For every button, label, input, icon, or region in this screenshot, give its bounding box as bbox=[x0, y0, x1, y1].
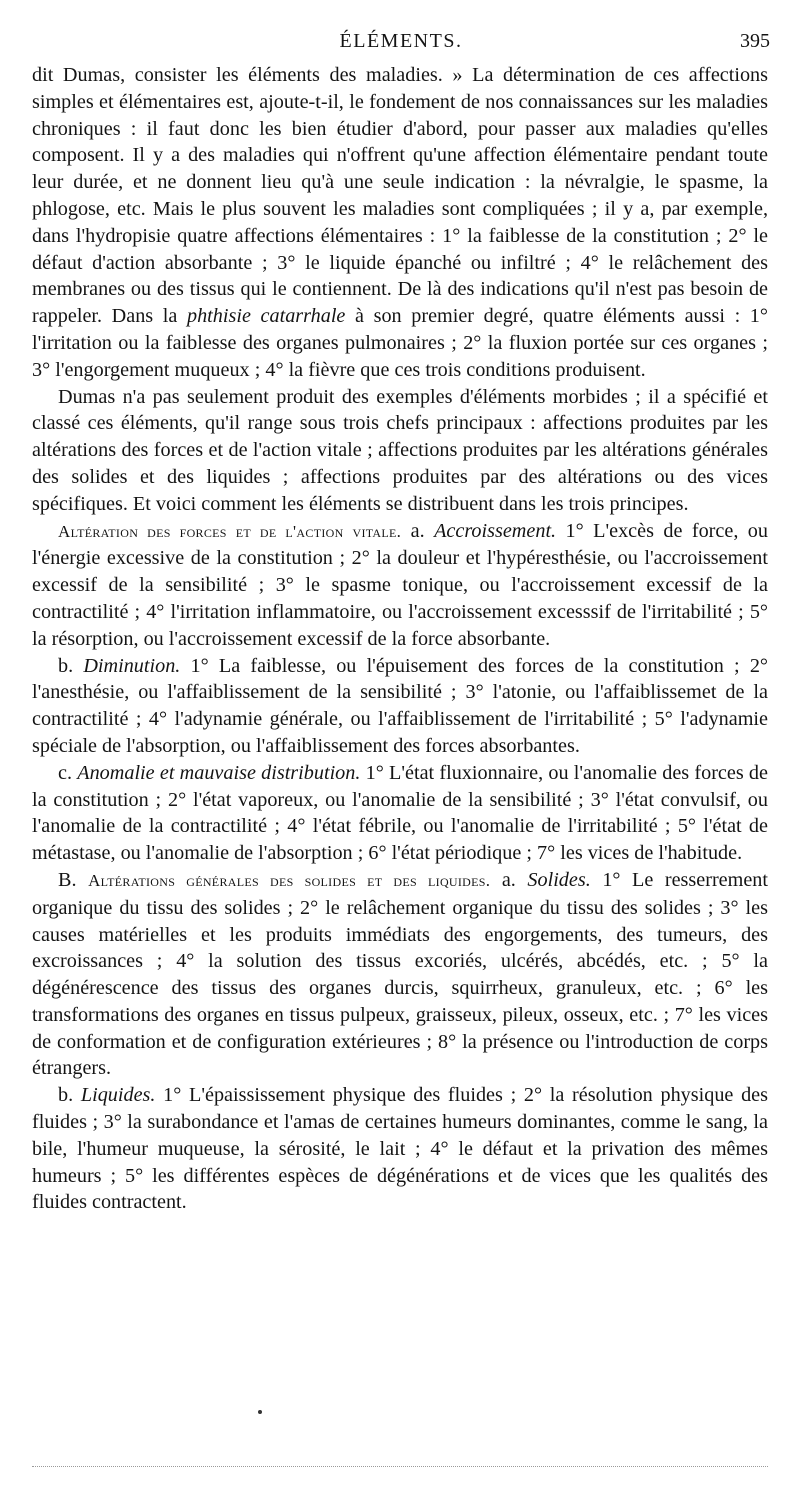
paragraph-2 bbox=[32, 384, 768, 518]
page-number: 395 bbox=[740, 30, 770, 52]
paragraph-1 bbox=[32, 62, 768, 384]
italic-run: phthisie catarrhale bbox=[186, 305, 346, 328]
text-run: b. bbox=[58, 1084, 81, 1107]
italic-run: Accroissement. bbox=[434, 519, 557, 542]
italic-run: Anomalie et mauvaise distribution. bbox=[77, 761, 361, 784]
text-run: à son premier degré, quatre éléments aussi : 1° l'irritation ou la faiblesse des organes pulmonaires ; 2° la fluxion portée sur ces organes ; 3° l'engorgement muqueux ; 4° la fièvre que ces trois conditions produisent. bbox=[32, 305, 768, 381]
running-title: ÉLÉMENTS. bbox=[339, 30, 463, 52]
text-run: c. bbox=[58, 761, 78, 784]
stray-dot-mark bbox=[258, 1410, 262, 1414]
paragraph-7 bbox=[32, 1082, 768, 1216]
paragraph-4 bbox=[32, 653, 768, 760]
italic-run: Liquides. bbox=[80, 1084, 156, 1107]
footer-dotted-rule bbox=[32, 1466, 768, 1467]
text-run: 1° L'état fluxionnaire, ou l'anomalie des forces de la constitution ; 2° l'état vaporeux, ou l'anomalie de la sensibilité ; 3° l'état convulsif, ou l'anomalie de la contractilité ; 4° l'état fébrile, ou l'anomalie de l'irritabilité ; 5° l'état de métastase, ou l'anomalie de l'absorption ; 6° l'état périodique ; 7° les vices de l'habitude. bbox=[32, 761, 768, 865]
paragraph-5 bbox=[32, 760, 768, 867]
text-run: 1° Le resserrement organique du tissu des solides ; 2° le relâchement organique du tissu des solides ; 3° les causes matérielles et les produits immédiats des engorgements, des tumeurs, des excroissances ; 4° la solution des tissus excoriés, ulcérés, abcédés, etc. ; 5° la dégénérescence des tissus des organes durcis, squirrheux, granuleux, etc. ; 6° les transformations des organes en tissus pulpeux, graisseux, pileux, osseux, etc. ; 7° les vices de conformation et de configuration extérieures ; 8° la présence ou l'introduction de corps étrangers. bbox=[32, 868, 768, 1080]
text-run: 1° L'épaississement physique des fluides ; 2° la résolution physique des fluides ; 3° la surabondance et l'amas de certaines humeurs dominantes, comme le sang, la bile, l'humeur muqueuse, la sérosité, le lait ; 4° le défaut et la privation des mêmes humeurs ; 5° les différentes espèces de dégénérations et de vices que les qualités des fluides contractent. bbox=[32, 1084, 768, 1214]
italic-run: Diminution. bbox=[83, 654, 181, 677]
paragraph-3 bbox=[32, 518, 768, 653]
running-head bbox=[32, 30, 770, 56]
small-caps-heading: Altération des forces et de l'action vitale. bbox=[58, 521, 402, 541]
text-run: 1° La faiblesse, ou l'épuisement des forces de la constitution ; 2° l'anesthésie, ou l'affaiblissement de la sensibilité ; 3° l'atonie, ou l'affaiblissemet de la contractilité ; 4° l'adynamie générale, ou l'affaiblissement de l'irritabilité ; 5° l'adynamie spéciale de l'absorption, ou l'affaiblissement des forces absorbantes. bbox=[32, 654, 768, 757]
text-run: dit Dumas, consister les éléments des maladies. » La détermination de ces affections simples et élémentaires est, ajoute-t-il, le fondement de nos connaissances sur les maladies chroniques : il faut donc les bien étudier d'abord, pour passer aux maladies qu'elles composent. Il y a des maladies qui n'offrent qu'une affection élémentaire pendant toute leur durée, et ne donnent lieu qu'à une seule indication : la névralgie, le spasme, la phlogose, etc. Mais le plus souvent les maladies sont compliquées ; il y a, par exemple, dans l'hydropisie quatre affections élémentaires : 1° la faiblesse de la constitution ; 2° le défaut d'action absorbante ; 3° le liquide épanché ou infiltré ; 4° le relâchement des membranes ou des tissus qui le contiennent. De là des indications qu'il n'est pas besoin de rappeler. Dans la bbox=[32, 64, 768, 328]
paragraph-6 bbox=[32, 867, 768, 1082]
body-text bbox=[32, 62, 768, 1216]
text-run: b. bbox=[58, 654, 84, 677]
small-caps-heading: Altérations générales des solides et des liquides. bbox=[88, 870, 491, 890]
text-run: a. bbox=[401, 519, 435, 542]
italic-run: Solides. bbox=[527, 868, 591, 891]
text-run: 1° L'excès de force, ou l'énergie excessive de la constitution ; 2° la douleur et l'hypéresthésie, ou l'accroissement excessif de la sensibilité ; 3° le spasme tonique, ou l'accroissement excessif de la contractilité ; 4° l'irritation inflammatoire, ou l'accroissement excesssif de l'irritabilité ; 5° la résorption, ou l'accroissement excessif de la force absorbante. bbox=[32, 519, 768, 650]
text-run: a. bbox=[490, 868, 528, 891]
text-run: B. bbox=[58, 868, 89, 891]
text-run: Dumas n'a pas seulement produit des exemples d'éléments morbides ; il a spécifié et classé ces éléments, qu'il range sous trois chefs principaux : affections produites par les altérations des forces et de l'action vitale ; affections produites par les altérations générales des solides et des liquides ; affections produites par des altérations ou des vices spécifiques. Et voici comment les éléments se distribuent dans les trois principes. bbox=[32, 385, 768, 515]
